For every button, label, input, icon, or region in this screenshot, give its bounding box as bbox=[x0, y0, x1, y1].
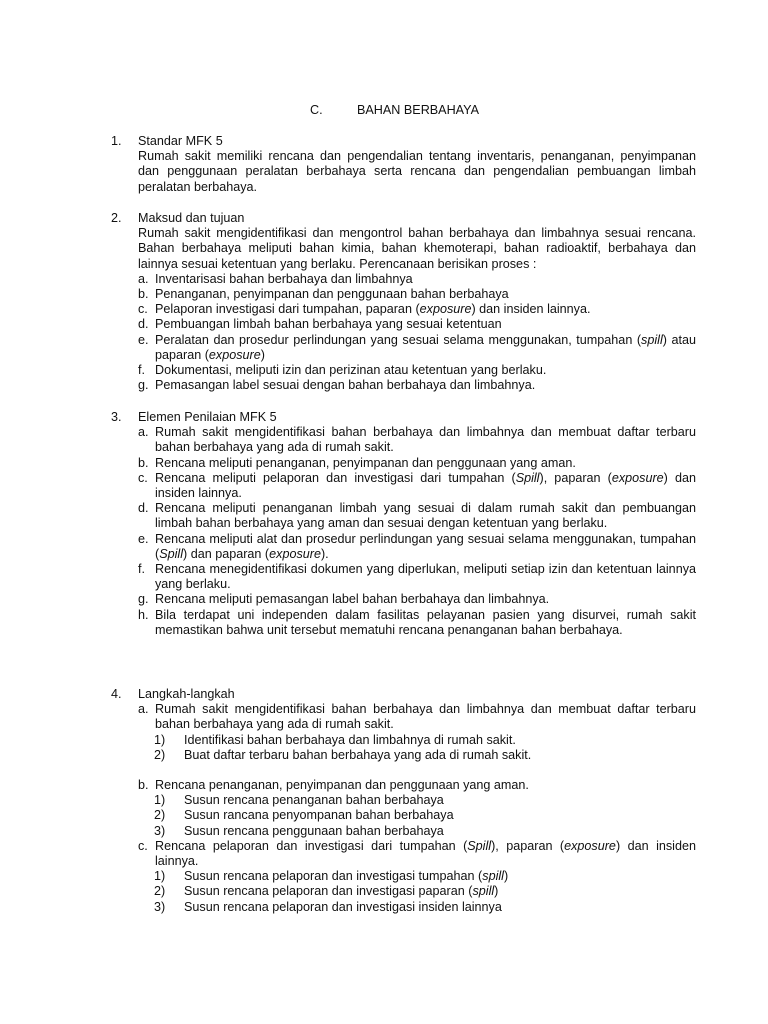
item-italic-term: exposure bbox=[419, 302, 472, 317]
section-number: 3. bbox=[111, 410, 122, 424]
section-heading: Standar MFK 5 bbox=[138, 134, 223, 148]
section-paragraph: Rumah sakit memiliki rencana dan pengendalian tentang inventaris, penanganan, penyimpanan dan penggunaan peralatan berbahaya serta rencana dan pengendalian pembuangan limbah peralatan berbahaya. bbox=[138, 149, 696, 194]
item-text: Rencana meliputi pemasangan label bahan berbahaya dan limbahnya. bbox=[155, 592, 550, 607]
list-item bbox=[138, 501, 696, 531]
sub-item bbox=[138, 900, 696, 915]
sub-item-text: ) bbox=[494, 884, 499, 899]
section-maksud-tujuan bbox=[111, 211, 696, 393]
item-label: b. bbox=[138, 778, 149, 793]
item-text: Peralatan dan prosedur perlindungan yang sesuai selama menggunakan, tumpahan ( bbox=[155, 332, 642, 347]
list-item bbox=[138, 532, 696, 562]
item-italic-term: exposure bbox=[564, 838, 616, 853]
sub-item-label: 1) bbox=[154, 869, 166, 884]
sub-item-text: Susun rencana penanganan bahan berbahaya bbox=[184, 793, 444, 808]
item-italic-term: spill bbox=[641, 332, 663, 347]
list-item bbox=[138, 302, 696, 317]
item-label: a. bbox=[138, 271, 149, 286]
item-text: Rencana meliputi pelaporan dan investigasi dari tumpahan ( bbox=[155, 470, 516, 485]
item-text: Rencana meliputi penanganan, penyimpanan dan penggunaan yang aman. bbox=[155, 455, 576, 470]
section-title-text: BAHAN BERBAHAYA bbox=[357, 103, 480, 117]
sub-item-label: 1) bbox=[154, 793, 166, 808]
item-label: c. bbox=[138, 470, 148, 485]
item-text: Rencana pelaporan dan investigasi dari tumpahan ( bbox=[155, 838, 468, 853]
sub-item-label: 2) bbox=[154, 747, 166, 762]
list-item bbox=[138, 363, 696, 378]
item-text: Rencana menegidentifikasi dokumen yang diperlukan, meliputi setiap izin dan ketentuan lainnya yang berlaku. bbox=[155, 562, 696, 592]
item-label: a. bbox=[138, 702, 149, 717]
sub-item-text: ) bbox=[503, 869, 509, 884]
item-label: d. bbox=[138, 501, 149, 516]
section-number: 2. bbox=[111, 211, 122, 225]
section-paragraph: Rumah sakit mengidentifikasi dan mengontrol bahan berbahaya dan limbahnya sesuai rencana. Bahan berbahaya meliputi bahan kimia, bahan khemoterapi, bahan radioaktif, berbahaya dan lainnya sesuai ketentuan yang berlaku. Perencanaan berisikan proses : bbox=[138, 226, 696, 271]
item-text: Pelaporan investigasi dari tumpahan, paparan ( bbox=[155, 302, 420, 317]
item-text: Pemasangan label sesuai dengan bahan berbahaya dan limbahnya. bbox=[155, 378, 536, 393]
list-item bbox=[138, 272, 696, 287]
item-text: Penanganan, penyimpanan dan penggunaan bahan berbahaya bbox=[155, 287, 509, 302]
list-item bbox=[138, 378, 696, 393]
item-text: Bila terdapat uni independen dalam fasilitas pelayanan pasien yang disurvei, rumah sakit memastikan bahwa unit tersebut mematuhi rencana penanganan bahan berbahaya. bbox=[155, 607, 696, 637]
item-label: f. bbox=[138, 562, 145, 577]
sub-item bbox=[138, 793, 696, 808]
item-label: e. bbox=[138, 531, 149, 546]
item-text: ) dan insiden lainnya. bbox=[155, 838, 696, 869]
section-heading: Elemen Penilaian MFK 5 bbox=[138, 410, 277, 424]
list-item bbox=[138, 333, 696, 363]
item-text: ), paparan ( bbox=[491, 838, 565, 853]
item-text: ) dan insiden lainnya. bbox=[155, 470, 696, 501]
item-label: b. bbox=[138, 455, 149, 470]
item-text: ), paparan ( bbox=[539, 470, 612, 485]
item-italic-term: Spill bbox=[159, 546, 184, 561]
list-item bbox=[138, 317, 696, 332]
list-item bbox=[138, 425, 696, 455]
sub-item-text: Susun rencana pelaporan dan investigasi paparan ( bbox=[184, 884, 473, 899]
sub-item-label: 2) bbox=[154, 808, 166, 823]
item-text: Rencana meliputi penanganan limbah yang sesuai di dalam rumah sakit dan pembuangan limbah bahan berbahaya yang aman dan sesuai dengan ketentuan yang berlaku. bbox=[155, 501, 696, 531]
list-item bbox=[138, 287, 696, 302]
list-item bbox=[138, 702, 696, 732]
item-text: ) atau paparan ( bbox=[155, 332, 696, 362]
list-item bbox=[138, 608, 696, 638]
sub-item-italic-term: spill bbox=[482, 869, 504, 884]
list-item bbox=[138, 456, 696, 471]
sub-item-text: Susun rencana pelaporan dan investigasi insiden lainnya bbox=[184, 899, 502, 914]
section-number: 1. bbox=[111, 134, 122, 148]
sub-item-label: 3) bbox=[154, 823, 166, 838]
sub-item-label: 3) bbox=[154, 899, 166, 914]
item-label: d. bbox=[138, 317, 149, 332]
sub-item bbox=[138, 748, 696, 763]
sub-item-text: Susun rencana pelaporan dan investigasi tumpahan ( bbox=[184, 869, 483, 884]
item-italic-term: Spill bbox=[467, 838, 492, 853]
list-item bbox=[138, 839, 696, 869]
sub-item-text: Susun rancana penyompanan bahan berbahaya bbox=[184, 808, 454, 823]
item-text: Pembuangan limbah bahan berbahaya yang sesuai ketentuan bbox=[155, 317, 502, 332]
item-text: Rumah sakit mengidentifikasi bahan berbahaya dan limbahnya dan membuat daftar terbaru bahan berbahaya yang ada di rumah sakit. bbox=[155, 702, 696, 732]
section-number: 4. bbox=[111, 687, 122, 701]
item-label: g. bbox=[138, 378, 149, 393]
item-text: ) bbox=[260, 347, 265, 362]
section-heading: Langkah-langkah bbox=[138, 687, 235, 701]
item-label: c. bbox=[138, 302, 148, 317]
item-text: Dokumentasi, meliputi izin dan perizinan atau ketentuan yang berlaku. bbox=[155, 363, 547, 378]
item-label: e. bbox=[138, 332, 149, 347]
sub-item-text: Buat daftar terbaru bahan berbahaya yang ada di rumah sakit. bbox=[184, 747, 532, 762]
item-text: ). bbox=[320, 546, 329, 561]
sub-item bbox=[138, 808, 696, 823]
item-italic-term: Spill bbox=[515, 470, 540, 485]
section-langkah-langkah bbox=[111, 687, 696, 915]
section-letter: C. bbox=[310, 103, 323, 117]
item-text: ) dan insiden lainnya. bbox=[471, 302, 591, 317]
item-label: g. bbox=[138, 592, 149, 607]
item-label: c. bbox=[138, 838, 148, 853]
item-italic-term: exposure bbox=[208, 347, 261, 362]
item-label: b. bbox=[138, 287, 149, 302]
sub-item-text: Susun rencana penggunaan bahan berbahaya bbox=[184, 823, 444, 838]
sub-item bbox=[138, 884, 696, 899]
sub-item-italic-term: spill bbox=[472, 884, 495, 899]
item-text: Inventarisasi bahan berbahaya dan limbahnya bbox=[155, 271, 413, 286]
sub-item-text: Identifikasi bahan berbahaya dan limbahnya di rumah sakit. bbox=[184, 732, 516, 747]
section-heading: Maksud dan tujuan bbox=[138, 211, 245, 225]
sub-item bbox=[138, 869, 696, 884]
list-item bbox=[138, 592, 696, 607]
item-label: h. bbox=[138, 607, 149, 622]
sub-item bbox=[138, 733, 696, 748]
list-item bbox=[138, 778, 696, 793]
section-elemen-penilaian bbox=[111, 410, 696, 638]
item-italic-term: exposure bbox=[611, 470, 664, 485]
item-text: Rencana meliputi alat dan prosedur perlindungan yang sesuai selama menggunakan, tumpahan ( bbox=[155, 531, 696, 561]
item-italic-term: exposure bbox=[269, 546, 321, 561]
item-label: f. bbox=[138, 363, 145, 378]
list-item bbox=[138, 471, 696, 501]
item-text: Rumah sakit mengidentifikasi bahan berbahaya dan limbahnya dan membuat daftar terbaru bahan berbahaya yang ada di rumah sakit. bbox=[155, 425, 696, 455]
sub-item-label: 1) bbox=[154, 732, 166, 747]
sub-item bbox=[138, 824, 696, 839]
list-item bbox=[138, 562, 696, 592]
section-standar bbox=[111, 134, 696, 195]
item-text: ) dan paparan ( bbox=[183, 546, 270, 561]
item-label: a. bbox=[138, 425, 149, 440]
item-text: Rencana penanganan, penyimpanan dan penggunaan yang aman. bbox=[155, 778, 529, 793]
sub-item-label: 2) bbox=[154, 884, 166, 899]
